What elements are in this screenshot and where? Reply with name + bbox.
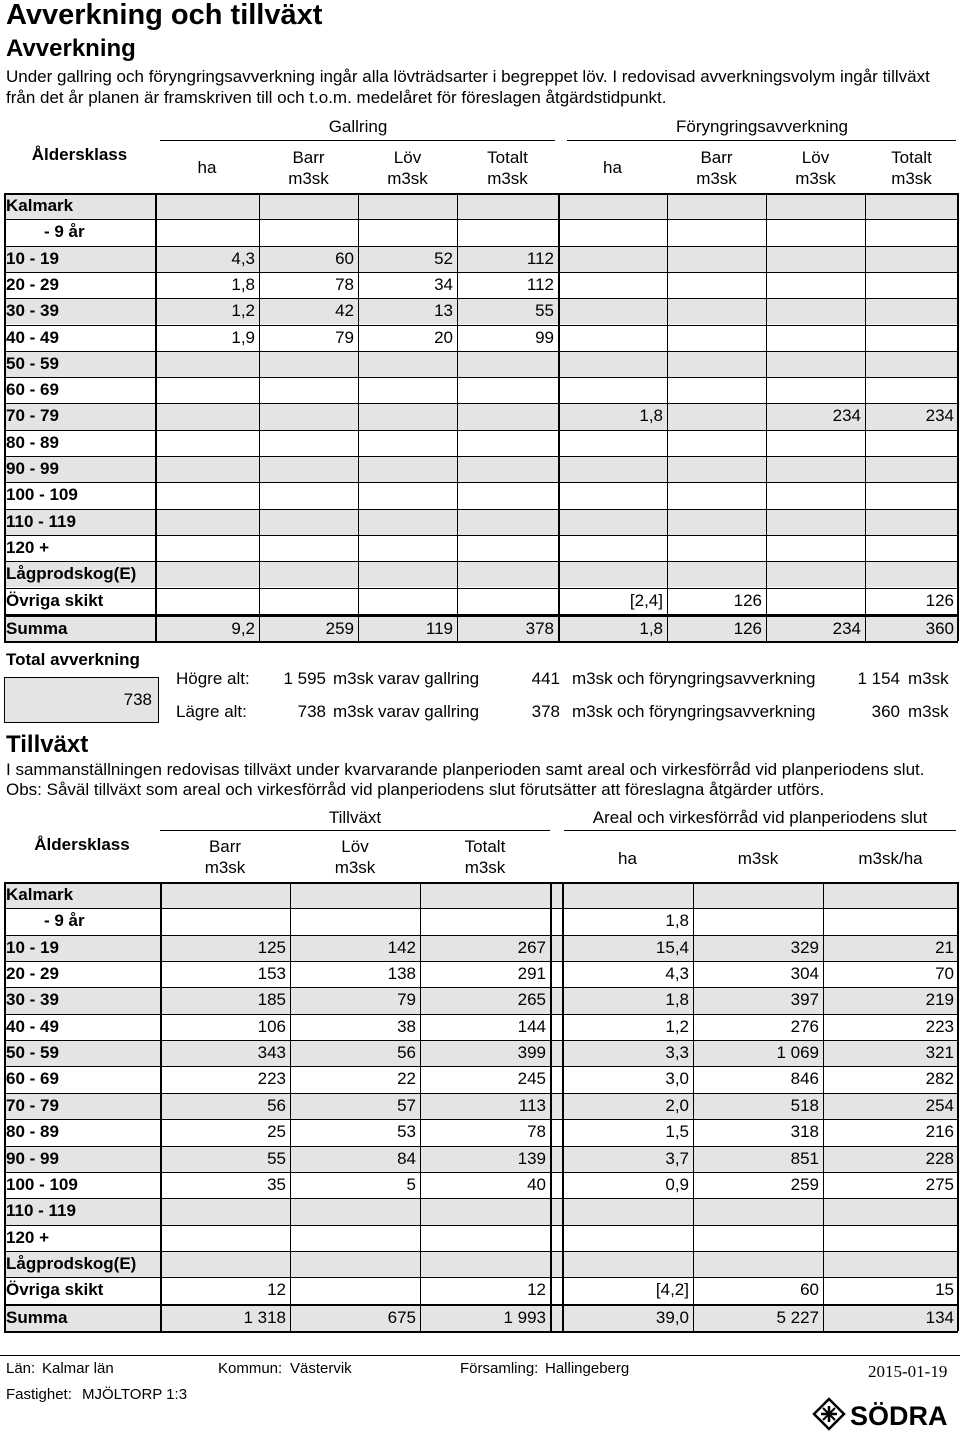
- table-cell: [4,2]: [655, 1280, 689, 1300]
- header-unit-1-2: m3sk: [795, 169, 836, 188]
- grid-line-h: [4, 535, 958, 536]
- table-cell: 78: [335, 274, 354, 294]
- table-cell: 12: [267, 1280, 286, 1300]
- table-cell: 55: [267, 1148, 286, 1168]
- table-cell: 2,0: [665, 1095, 689, 1115]
- row-label: 10 - 19: [6, 937, 59, 957]
- footer-date: 2015-01-19: [868, 1362, 948, 1381]
- grid-line-v: [420, 882, 421, 1331]
- table-cell: 0,9: [665, 1174, 689, 1194]
- grid-line-h: [4, 1251, 958, 1252]
- row-shading: [4, 1198, 958, 1224]
- grid-line-h: [4, 987, 958, 988]
- row-shading: [4, 456, 958, 482]
- table-cell: 79: [397, 990, 416, 1010]
- table-cell: 216: [925, 1122, 954, 1142]
- header-group-gallring: Gallring: [328, 117, 388, 136]
- table-cell: 1,9: [231, 327, 255, 347]
- header-tillvaxt-unit-1: m3sk: [334, 858, 376, 877]
- header-areal-ha: ha: [618, 849, 637, 868]
- table-cell: 84: [397, 1148, 416, 1168]
- sum-cell: 1 318: [243, 1308, 286, 1327]
- table-cell: 3,3: [665, 1043, 689, 1063]
- table-cell: 518: [790, 1095, 819, 1115]
- row-label: 120 +: [6, 537, 50, 557]
- lagre-alt-unit: m3sk: [333, 702, 374, 721]
- table-cell: 126: [733, 590, 762, 610]
- grid-line-v: [957, 882, 959, 1331]
- header-unit-1-1: m3sk: [696, 169, 737, 188]
- table-cell: 223: [257, 1069, 286, 1089]
- footer-lan-label: Län:: [6, 1360, 36, 1377]
- table-cell: 34: [434, 274, 453, 294]
- row-label: 40 - 49: [6, 327, 59, 347]
- table-cell: 318: [790, 1122, 819, 1142]
- grid-line-v: [693, 882, 694, 1331]
- table-cell: 265: [517, 990, 546, 1010]
- row-shading: [4, 882, 958, 908]
- table-cell: 4,3: [665, 964, 689, 984]
- row-label: Övriga skikt: [6, 590, 104, 610]
- table-cell: 245: [517, 1069, 546, 1089]
- row-label: 40 - 49: [6, 1016, 59, 1036]
- grid-line-h: [4, 482, 958, 483]
- table-cell: 228: [925, 1148, 954, 1168]
- row-label: Kalmark: [6, 885, 74, 904]
- table-cell: 234: [925, 406, 954, 426]
- row-label: 110 - 119: [6, 511, 76, 531]
- row-shading: [4, 351, 958, 377]
- row-label: 30 - 39: [6, 990, 59, 1010]
- table-cell: 1,2: [665, 1016, 689, 1036]
- hogre-alt-label: Högre alt:: [176, 669, 250, 688]
- table-cell: 282: [925, 1069, 954, 1089]
- row-label: 20 - 29: [6, 274, 59, 294]
- table-header-bottom-border: [4, 193, 958, 195]
- sodra-emblem-icon: [814, 1399, 844, 1429]
- table-cell: 321: [925, 1043, 954, 1063]
- table-cell: 15: [935, 1280, 954, 1300]
- grid-line-h: [4, 272, 958, 273]
- table-cell: 153: [257, 964, 286, 984]
- grid-line-h: [4, 641, 958, 643]
- table-cell: [2,4]: [629, 590, 663, 610]
- table-cell: 38: [397, 1016, 416, 1036]
- table-cell: 223: [925, 1016, 954, 1036]
- row-label: - 9 år: [44, 911, 85, 931]
- footer-fastighet: MJÖLTORP 1:3: [82, 1386, 188, 1403]
- header-underline-gallring: [160, 140, 555, 141]
- table-cell: 1,5: [665, 1122, 689, 1142]
- footer-fastighet-label: Fastighet:: [6, 1386, 72, 1403]
- header-group-tillvaxt: Tillväxt: [328, 808, 382, 827]
- footer-divider: [0, 1355, 960, 1356]
- table-cell: 25: [267, 1122, 286, 1142]
- hogre-alt-foryngring: 1 154: [857, 669, 900, 688]
- total-avverkning-box: [4, 677, 159, 723]
- grid-line-h: [4, 403, 958, 404]
- row-label: Lågprodskog(E): [6, 1253, 137, 1273]
- sum-cell: 134: [925, 1308, 954, 1327]
- header-aldersklass-2: Åldersklass: [34, 835, 130, 854]
- table-cell: 267: [517, 937, 546, 957]
- table-cell: 53: [397, 1122, 416, 1142]
- table-cell: 276: [790, 1016, 819, 1036]
- table-cell: 99: [535, 327, 554, 347]
- sum-cell: 675: [387, 1308, 416, 1327]
- grid-line-h: [4, 1304, 958, 1306]
- grid-line-h: [4, 1198, 958, 1199]
- row-label: - 9 år: [44, 222, 85, 242]
- header-unit-1-3: m3sk: [891, 169, 932, 188]
- table-cell: 234: [832, 406, 861, 426]
- header-tillvaxt-unit-0: m3sk: [204, 858, 246, 877]
- row-shading: [4, 1251, 958, 1277]
- lagre-alt-varav: varav gallring: [378, 702, 480, 721]
- total-avverkning-value: 738: [123, 690, 152, 709]
- lagre-alt-gallring: 378: [531, 702, 560, 721]
- table-cell: 55: [535, 301, 554, 321]
- grid-line-h: [4, 1172, 958, 1173]
- footer-lan: Kalmar län: [42, 1360, 114, 1377]
- row-label: Lågprodskog(E): [6, 564, 137, 584]
- grid-line-h: [4, 377, 958, 378]
- grid-line-v: [155, 193, 157, 641]
- footer-forsamling-label: Församling:: [460, 1360, 539, 1377]
- table-cell: 185: [257, 990, 286, 1010]
- total-avverkning-label: Total avverkning: [6, 650, 140, 669]
- hogre-alt-gallring: 441: [531, 669, 560, 688]
- table-cell: 60: [335, 248, 354, 268]
- grid-line-h: [4, 298, 958, 299]
- table-cell: 1,2: [231, 301, 255, 321]
- row-label: 30 - 39: [6, 301, 59, 321]
- table-cell: 12: [527, 1280, 546, 1300]
- sum-cell: 1 993: [503, 1308, 546, 1327]
- tillvaxt-intro-text: I sammanställningen redovisas tillväxt under kvarvarande planperioden samt areal och virkesförråd vid planperiodens slut. Obs: Såväl tillväxt som areal och virkesförråd vid planperiodens slut förutsätter att föreslagna åtgärder utförs.: [6, 760, 925, 799]
- sodra-logo: [812, 1397, 958, 1431]
- header-tillvaxt-lov: Löv: [341, 837, 369, 856]
- row-shading: [4, 193, 958, 219]
- hogre-alt-unit3: m3sk: [908, 669, 949, 688]
- lagre-alt-label: Lägre alt:: [176, 702, 247, 721]
- sum-row-label: Summa: [6, 619, 68, 638]
- header-underline-tillvaxt: [160, 830, 550, 831]
- table-cell: 57: [397, 1095, 416, 1115]
- header-underline-foryngring: [567, 140, 956, 141]
- row-shading: [4, 561, 958, 587]
- table-cell: 329: [790, 937, 819, 957]
- table-cell: 106: [257, 1016, 286, 1036]
- grid-line-v: [457, 193, 458, 641]
- header-lov-1: Löv: [801, 148, 830, 167]
- table-cell: 56: [267, 1095, 286, 1115]
- header-tillvaxt-barr: Barr: [208, 837, 242, 856]
- grid-line-h: [4, 351, 958, 352]
- header-barr-0: Barr: [292, 148, 325, 167]
- grid-line-h: [4, 509, 958, 510]
- row-label: 100 - 109: [6, 485, 78, 505]
- grid-line-h: [4, 1277, 958, 1278]
- row-label: 70 - 79: [6, 1095, 59, 1115]
- row-label: 120 +: [6, 1227, 50, 1247]
- grid-line-v: [290, 882, 291, 1331]
- grid-line-h: [4, 1066, 958, 1067]
- hogre-alt-total: 1 595: [283, 669, 326, 688]
- grid-line-h: [4, 219, 958, 220]
- row-label: 90 - 99: [6, 459, 59, 478]
- grid-line-v: [558, 193, 560, 641]
- grid-line-v: [358, 193, 359, 641]
- lagre-alt-total: 738: [297, 702, 326, 721]
- row-label: 60 - 69: [6, 1069, 59, 1089]
- table-cell: 1,8: [665, 911, 689, 931]
- table-cell: 112: [526, 274, 554, 294]
- table-cell: 78: [527, 1122, 546, 1142]
- grid-line-v: [550, 882, 552, 1331]
- table-cell: 13: [434, 301, 453, 321]
- header-totalt-0: Totalt: [487, 148, 528, 167]
- grid-line-h: [4, 1040, 958, 1041]
- table-cell: 851: [790, 1148, 819, 1168]
- header-barr-1: Barr: [700, 148, 733, 167]
- table-cell: 21: [935, 937, 954, 957]
- table-cell: 5: [406, 1174, 416, 1194]
- grid-line-v: [957, 193, 959, 641]
- header-underline-areal: [564, 830, 956, 831]
- sum-cell: 234: [832, 619, 861, 638]
- hogre-alt-unit: m3sk: [333, 669, 374, 688]
- grid-line-v: [562, 882, 564, 1331]
- section-title-tillvaxt: Tillväxt: [6, 731, 89, 758]
- grid-line-v: [766, 193, 767, 641]
- header-unit-0-1: m3sk: [288, 169, 329, 188]
- grid-line-h: [4, 1119, 958, 1120]
- table-cell: 1,8: [639, 406, 663, 426]
- table-cell: 15,4: [655, 937, 689, 957]
- sum-cell: 119: [425, 619, 453, 638]
- table-cell: 397: [790, 990, 819, 1010]
- grid-line-v: [259, 193, 260, 641]
- header-unit-0-2: m3sk: [387, 169, 428, 188]
- row-label: Kalmark: [6, 196, 74, 215]
- header-areal-m3sk_ha: m3sk/ha: [858, 849, 923, 868]
- header-ha-1: ha: [603, 158, 622, 177]
- table-cell: 254: [925, 1095, 954, 1115]
- row-label: 10 - 19: [6, 248, 59, 268]
- table-cell: 259: [790, 1174, 819, 1194]
- table-cell: 35: [267, 1174, 286, 1194]
- row-label: 90 - 99: [6, 1148, 59, 1168]
- avverkning-intro-text: Under gallring och föryngringsavverkning ingår alla lövträdsarter i begreppet löv. I redovisad avverkningsvolym ingår tillväxt från det år planen är framskriven till och t.o.m. medelåret för föreslagen åtgärdstidpunkt.: [6, 67, 930, 107]
- grid-line-h: [4, 1331, 958, 1333]
- row-shading: [4, 509, 958, 535]
- header-lov-0: Löv: [393, 148, 422, 167]
- header-tillvaxt-unit-2: m3sk: [464, 858, 506, 877]
- sum-cell: 378: [525, 619, 554, 638]
- lagre-alt-unit2: m3sk: [572, 702, 613, 721]
- table-cell: 40: [527, 1174, 546, 1194]
- table-cell: 343: [257, 1043, 286, 1063]
- table-cell: 144: [517, 1016, 546, 1036]
- row-label: 20 - 29: [6, 964, 59, 984]
- table-header-bottom-border: [4, 882, 958, 884]
- table-cell: 113: [518, 1095, 546, 1115]
- grid-line-v: [823, 882, 824, 1331]
- table-cell: 291: [517, 964, 546, 984]
- hogre-alt-unit2: m3sk: [572, 669, 613, 688]
- footer-kommun: Västervik: [290, 1360, 352, 1377]
- sum-cell: 5 227: [776, 1308, 819, 1327]
- table-cell: 846: [790, 1069, 819, 1089]
- sum-cell: 1,8: [639, 619, 663, 638]
- table-cell: 139: [517, 1148, 546, 1168]
- table-cell: 219: [925, 990, 954, 1010]
- table-cell: 126: [925, 590, 954, 610]
- table-cell: 56: [397, 1043, 416, 1063]
- lagre-alt-foryngring: 360: [871, 702, 900, 721]
- header-totalt-1: Totalt: [891, 148, 932, 167]
- row-label: Övriga skikt: [6, 1280, 104, 1300]
- row-label: 70 - 79: [6, 406, 59, 426]
- table-cell: 125: [257, 937, 286, 957]
- table-cell: 1 069: [776, 1043, 819, 1063]
- hogre-alt-och: och föryngringsavverkning: [617, 669, 816, 688]
- sum-cell: 9,2: [231, 619, 255, 638]
- row-label: 50 - 59: [6, 353, 59, 373]
- row-label: 100 - 109: [6, 1174, 78, 1194]
- sum-cell: 360: [925, 619, 954, 638]
- sum-row-label: Summa: [6, 1308, 68, 1327]
- row-label: 80 - 89: [6, 1122, 59, 1142]
- page-title: Avverkning och tillväxt: [6, 0, 323, 31]
- table-cell: 22: [397, 1069, 416, 1089]
- grid-line-v: [667, 193, 668, 641]
- grid-line-h: [4, 430, 958, 431]
- header-group-areal: Areal och virkesförråd vid planperiodens slut: [592, 808, 928, 827]
- sum-cell: 259: [325, 619, 354, 638]
- row-label: 60 - 69: [6, 380, 59, 400]
- section-title-avverkning: Avverkning: [6, 35, 136, 62]
- header-tillvaxt-totalt: Totalt: [464, 837, 506, 856]
- table-cell: 399: [517, 1043, 546, 1063]
- grid-line-h: [4, 1225, 958, 1226]
- grid-line-h: [4, 588, 958, 589]
- row-label: 50 - 59: [6, 1043, 59, 1063]
- table-cell: 20: [434, 327, 453, 347]
- header-aldersklass: Åldersklass: [31, 145, 128, 164]
- header-group-foryngring: Föryngringsavverkning: [676, 117, 848, 136]
- footer-kommun-label: Kommun:: [218, 1360, 283, 1377]
- table-cell: 304: [790, 964, 819, 984]
- table-cell: 3,0: [665, 1069, 689, 1089]
- table-cell: 275: [925, 1174, 954, 1194]
- hogre-alt-varav: varav gallring: [378, 669, 480, 688]
- table-cell: 70: [935, 964, 954, 984]
- table-cell: 42: [335, 301, 354, 321]
- grid-line-v: [160, 882, 162, 1331]
- header-areal-m3sk: m3sk: [737, 849, 779, 868]
- grid-line-h: [4, 615, 958, 617]
- table-cell: 1,8: [665, 990, 689, 1010]
- lagre-alt-och: och föryngringsavverkning: [617, 702, 816, 721]
- row-label: 80 - 89: [6, 432, 59, 452]
- header-unit-0-3: m3sk: [487, 169, 528, 188]
- grid-line-h: [4, 456, 958, 457]
- lagre-alt-unit3: m3sk: [908, 702, 949, 721]
- table-cell: 79: [335, 327, 354, 347]
- table-cell: 1,8: [231, 274, 255, 294]
- sodra-logo-text: SÖDRA: [850, 1401, 948, 1431]
- table-cell: 60: [800, 1280, 819, 1300]
- sum-cell: 126: [733, 619, 762, 638]
- header-ha-0: ha: [197, 158, 217, 177]
- grid-line-h: [4, 561, 958, 562]
- table-cell: 112: [526, 248, 554, 268]
- footer-forsamling: Hallingeberg: [545, 1360, 630, 1377]
- grid-line-h: [4, 908, 958, 909]
- sum-cell: 39,0: [655, 1308, 689, 1327]
- row-label: 110 - 119: [6, 1201, 76, 1221]
- table-cell: 52: [434, 248, 453, 268]
- table-cell: 142: [387, 937, 416, 957]
- table-cell: 138: [387, 964, 416, 984]
- grid-line-h: [4, 961, 958, 962]
- table-cell: 4,3: [231, 248, 255, 268]
- table-cell: 3,7: [665, 1148, 689, 1168]
